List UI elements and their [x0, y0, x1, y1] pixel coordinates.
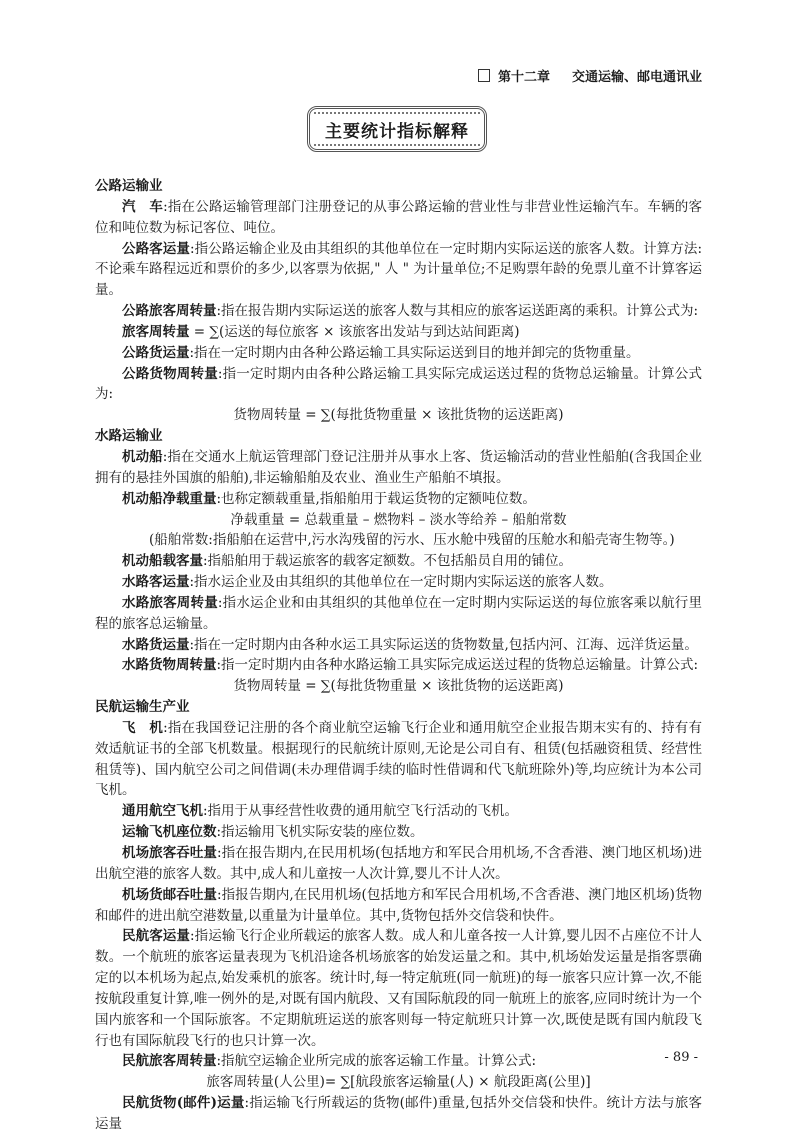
term: 公路货物周转量 [122, 365, 218, 382]
running-header [478, 66, 702, 85]
term: 运输飞机座位数 [122, 824, 217, 841]
note: (船舶常数:指船舶在运营中,污水沟残留的污水、压水舱中残留的压舱水和船壳寄生物等。) [149, 532, 675, 549]
formula: 旅客周转量(人公里)= ∑[航段旅客运输量(人) × 航段距离(公里)] [206, 1074, 591, 1091]
definition-text: :指一定时期内由各种公路运输工具实际完成运送过程的货物总运输量。计算公式为: [95, 365, 702, 403]
definition-paragraph [95, 635, 702, 656]
term: 通用航空飞机 [122, 803, 203, 820]
definition-text: :指运输用飞机实际安装的座位数。 [216, 824, 424, 841]
definition-text: :指报告期内,在民用机场(包括地方和军民合用机场,不含香港、澳门地区机场)货物和邮件的进出航空港数量,以重量为计量单位。其中,货物包括外交信袋和快件。 [95, 886, 703, 924]
term: 民航货物(邮件)运量 [122, 1095, 245, 1112]
definition-text: :指公路运输企业及由其组织的其他单位在一定时期内实际运送的旅客人数。计算方法:不论乘车路程远近和票价的多少,以客票为依据," 人 " 为计量单位;不足购票年龄的免票儿童不计算客运量。 [95, 240, 702, 299]
definition-paragraph [95, 364, 702, 406]
term: 机动船载客量 [122, 553, 203, 570]
term: 公路旅客周转量 [122, 303, 217, 320]
definition-paragraph [95, 926, 702, 1051]
definition-paragraph [95, 447, 702, 489]
definition-paragraph [95, 551, 702, 572]
term: 水路客运量 [122, 574, 190, 591]
formula: 净载重量 = 总载重量 – 燃物料 – 淡水等给养 – 船舶常数 [230, 511, 567, 528]
term: 汽 车 [122, 198, 164, 215]
definition-paragraph [95, 843, 702, 885]
definition-paragraph [95, 822, 702, 843]
section-heading: 民航运输生产业 [95, 699, 190, 716]
definition-paragraph [95, 801, 702, 822]
square-icon [478, 69, 490, 82]
definition-paragraph [95, 322, 702, 343]
term: 旅客周转量 [122, 323, 190, 340]
chapter-title: 交通运输、邮电通讯业 [571, 70, 702, 85]
definition-text: :指在我国登记注册的各个商业航空运输飞行企业和通用航空企业报告期末实有的、持有有效适航证书的全部飞机数量。根据现行的民航统计原则,无论是公司自有、租赁(包括融资租赁、经营性租赁等)、国内航空公司之间借调(未办理借调手续的临时性借调和代飞航班除外)等,均应统计为本公司飞机。 [95, 719, 702, 799]
definition-text: :指在一定时期内由各种公路运输工具实际运送到目的地并卸完的货物重量。 [189, 344, 640, 361]
definition-text: :指船舶用于载运旅客的载客定额数。不包括船员自用的铺位。 [203, 553, 573, 570]
formula: 货物周转量 = ∑(每批货物重量 × 该批货物的运送距离) [233, 678, 564, 695]
definition-text: :指在报告期内,在民用机场(包括地方和军民合用机场,不含香港、澳门地区机场)进出航空港的旅客人数。其中,成人和儿童按一人次计算,婴儿不计人次。 [95, 845, 703, 882]
definition-text: :指运输飞行企业所载运的旅客人数。成人和儿童各按一人计算,婴儿因不占座位不计人数。一个航班的旅客运量表现为飞机沿途各机场旅客的始发运量之和。其中,机场始发运量是指客票确定的以本机场为起点,始发乘机的旅客。统计时,每一特定航班(同一航班)的每一旅客只应计算一次,不能按航段重复计算,唯一例外的是,对既有国内航段、又有国际航段的同一航班上的旅客,应同时统计为一个国内旅客和一个国际旅客。不定期航班运送的旅客则每一特定航班只计算一次,既使是既有国内航段飞行也有国际航段飞行的也只计算一次。 [95, 928, 702, 1049]
term: 机场旅客吞吐量 [122, 845, 217, 861]
definition-text: :指在一定时期内由各种水运工具实际运送的货物数量,包括内河、江海、远洋货运量。 [189, 636, 698, 653]
definition-text: = ∑(运送的每位旅客 × 该旅客出发站与到达站间距离) [189, 323, 520, 340]
definition-text: :也称定额载重量,指船舶用于载运货物的定额吨位数。 [216, 490, 536, 507]
definition-text: :指在交通水上航运管理部门登记注册并从事水上客、货运输活动的营业性船舶(含我国企业拥有的悬挂外国旗的船舶),非运输船舶及农业、渔业生产船舶不填报。 [95, 448, 702, 486]
definition-paragraph [95, 1093, 702, 1135]
definition-text: :指在公路运输管理部门注册登记的从事公路运输的营业性与非营业性运输汽车。车辆的客位和吨位数为标记客位、吨位。 [95, 198, 702, 236]
definition-paragraph [95, 197, 702, 239]
definition-text: :指运输飞行所载运的货物(邮件)重量,包括外交信袋和快件。统计方法与旅客运量 [95, 1095, 703, 1132]
definition-paragraph [95, 655, 702, 676]
term: 公路客运量 [122, 240, 190, 257]
term: 民航客运量 [122, 928, 190, 945]
term: 公路货运量 [122, 344, 190, 361]
chapter-number: 第十二章 [497, 70, 550, 85]
term: 水路旅客周转量 [122, 594, 218, 611]
page-number: - 89 - [664, 1050, 698, 1065]
definition-paragraph [95, 572, 702, 593]
term: 飞 机 [122, 719, 164, 736]
section-heading: 公路运输业 [95, 178, 163, 194]
definition-text: :指用于从事经营性收费的通用航空飞行活动的飞机。 [203, 803, 519, 820]
definition-text: :指水运企业及由其组织的其他单位在一定时期内实际运送的旅客人数。 [189, 574, 613, 591]
section-heading: 水路运输业 [95, 428, 163, 445]
definition-paragraph [95, 593, 702, 635]
formula: 货物周转量 = ∑(每批货物重量 × 该批货物的运送距离) [233, 407, 564, 424]
document-body [95, 176, 702, 1135]
term: 水路货物周转量 [122, 657, 217, 674]
definition-paragraph [95, 885, 702, 927]
term: 民航旅客周转量 [122, 1053, 217, 1070]
definition-paragraph [95, 718, 702, 801]
term: 机场货邮吞吐量 [122, 886, 217, 903]
definition-text: :指一定时期内由各种水路运输工具实际完成运送过程的货物总运输量。计算公式: [216, 657, 699, 674]
definition-text: :指水运企业和由其组织的其他单位在一定时期内实际运送的每位旅客乘以航行里程的旅客总运输量。 [95, 594, 702, 632]
definition-paragraph [95, 301, 702, 322]
term: 机动船净载重量 [122, 490, 217, 507]
definition-paragraph [95, 239, 702, 302]
term: 水路货运量 [122, 636, 190, 653]
definition-text: :指在报告期内实际运送的旅客人数与其相应的旅客运送距离的乘积。计算公式为: [216, 303, 699, 320]
definition-paragraph [95, 343, 702, 364]
definition-paragraph [95, 1051, 702, 1072]
page-title: 主要统计指标解释 [325, 121, 469, 142]
definition-text: :指航空运输企业所完成的旅客运输工作量。计算公式: [216, 1053, 537, 1070]
ornamental-title-frame [307, 106, 487, 152]
term: 机动船 [122, 448, 163, 465]
definition-paragraph [95, 489, 702, 510]
